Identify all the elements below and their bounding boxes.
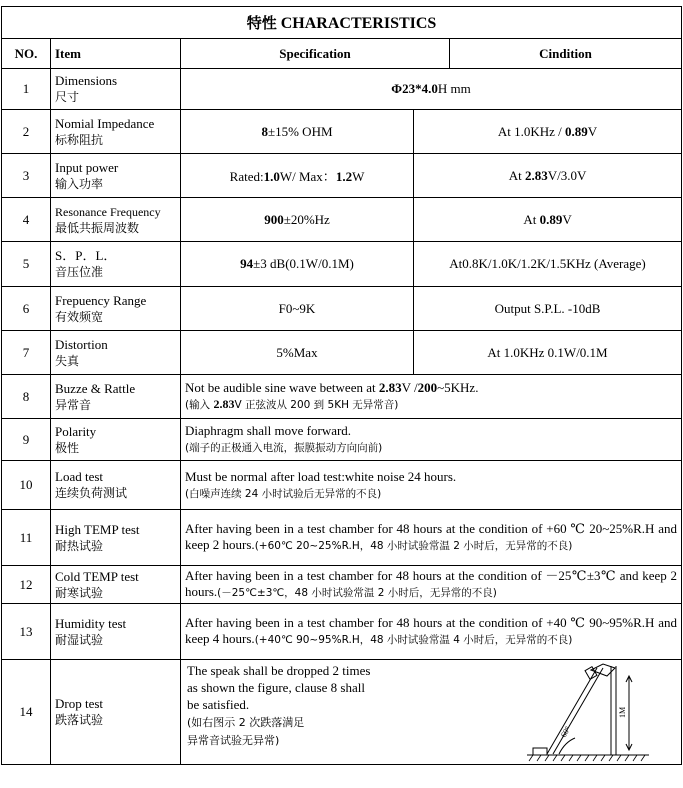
description-cell: After having been in a test chamber for 48 hours at the condition of +40 ℃ 90~95%R.H and keep 4 hours.(+40℃ 90~95%R.H，48 小时试验常温 4 小时后，无异常的不良): [181, 604, 682, 660]
item-cell: High TEMP test 耐热试验: [51, 510, 181, 566]
table-row: [2, 110, 682, 154]
table-row: [2, 331, 682, 375]
characteristics-table: [1, 6, 682, 765]
table-row: [2, 461, 682, 510]
description-cell: Must be normal after load test:white noise 24 hours. (白噪声连续 24 小时试验后无异常的不良): [181, 461, 682, 510]
table-row: [2, 69, 682, 110]
table-row: [2, 566, 682, 604]
drop-test-figure: [525, 662, 651, 762]
spec-cell: F0~9K: [181, 287, 414, 331]
item-cell: Polarity 极性: [51, 419, 181, 461]
description-cell: Not be audible sine wave between at 2.83V /200~5KHz. (输入 2.83V 正弦波从 200 到 5KH 无异常音): [181, 375, 682, 419]
spec-cell: 8±15% OHM: [181, 110, 414, 154]
table-row: [2, 154, 682, 198]
row-number: 5: [2, 242, 51, 287]
item-cell: Nomial Impedance 标称阻抗: [51, 110, 181, 154]
row-number: 13: [2, 604, 51, 660]
drop-height-label: 1M: [618, 706, 628, 718]
condition-cell: At 1.0KHz 0.1W/0.1M: [414, 331, 682, 375]
table-row: [2, 198, 682, 242]
description-cell: After having been in a test chamber for 48 hours at the condition of －25℃±3℃ and keep 2 hours.(－25℃±3℃，48 小时试验常温 2 小时后，无异常的不良): [181, 566, 682, 604]
description-cell: After having been in a test chamber for 48 hours at the condition of +60 ℃ 20~25%R.H and keep 2 hours.(+60℃ 20~25%R.H，48 小时试验常温 2 小时后，无异常的不良): [181, 510, 682, 566]
table-row: [2, 604, 682, 660]
spec-cell: 5%Max: [181, 331, 414, 375]
row-number: 12: [2, 566, 51, 604]
row-number: 6: [2, 287, 51, 331]
condition-cell: Output S.P.L. -10dB: [414, 287, 682, 331]
header-item: Item: [51, 39, 181, 69]
item-cell: Distortion 失真: [51, 331, 181, 375]
table-title: 特性 CHARACTERISTICS: [2, 7, 682, 39]
header-condition: Cindition: [450, 39, 682, 69]
row-number: 2: [2, 110, 51, 154]
drop-test-cell: [181, 660, 682, 765]
table-row: [2, 375, 682, 419]
drop-test-text: The speak shall be dropped 2 times as shown the figure, clause 8 shall be satisfied. (如右图示 2 次跌落满足 异常音试验无异常): [187, 663, 371, 747]
item-cell: Frepuency Range 有效频宽: [51, 287, 181, 331]
item-cell: Dimensions 尺寸: [51, 69, 181, 110]
condition-cell: At 1.0KHz / 0.89V: [414, 110, 682, 154]
header-no: NO.: [2, 39, 51, 69]
spec-cell: 94±3 dB(0.1W/0.1M): [181, 242, 414, 287]
item-cell: Load test 连续负荷测试: [51, 461, 181, 510]
item-cell: S．P．L． 音压位准: [51, 242, 181, 287]
row-number: 14: [2, 660, 51, 765]
item-cell: Humidity test 耐湿试验: [51, 604, 181, 660]
table-row: [2, 660, 682, 765]
drop-angle-label: 60°: [558, 724, 573, 739]
header-specification: Specification: [181, 39, 450, 69]
row-number: 3: [2, 154, 51, 198]
spec-cell: Rated:1.0W/ Max：1.2W: [181, 154, 414, 198]
spec-cell: 900±20%Hz: [181, 198, 414, 242]
item-cell: Cold TEMP test 耐寒试验: [51, 566, 181, 604]
row-number: 10: [2, 461, 51, 510]
item-cell: Buzze & Rattle 异常音: [51, 375, 181, 419]
table-row: [2, 419, 682, 461]
row-number: 1: [2, 69, 51, 110]
row-number: 4: [2, 198, 51, 242]
spec-cell: Φ23*4.0H mm: [181, 69, 682, 110]
condition-cell: At 2.83V/3.0V: [414, 154, 682, 198]
table-row: [2, 242, 682, 287]
description-cell: Diaphragm shall move forward. (端子的正极通入电流，振膜振动方向向前): [181, 419, 682, 461]
row-number: 8: [2, 375, 51, 419]
header-row: [2, 39, 682, 69]
table-row: [2, 287, 682, 331]
table-row: [2, 510, 682, 566]
row-number: 11: [2, 510, 51, 566]
row-number: 9: [2, 419, 51, 461]
item-cell: Resonance Frequency 最低共振周波数: [51, 198, 181, 242]
table-title-row: [2, 7, 682, 39]
row-number: 7: [2, 331, 51, 375]
item-cell: Input power 输入功率: [51, 154, 181, 198]
item-cell: Drop test 跌落试验: [51, 660, 181, 765]
condition-cell: At0.8K/1.0K/1.2K/1.5KHz (Average): [414, 242, 682, 287]
condition-cell: At 0.89V: [414, 198, 682, 242]
